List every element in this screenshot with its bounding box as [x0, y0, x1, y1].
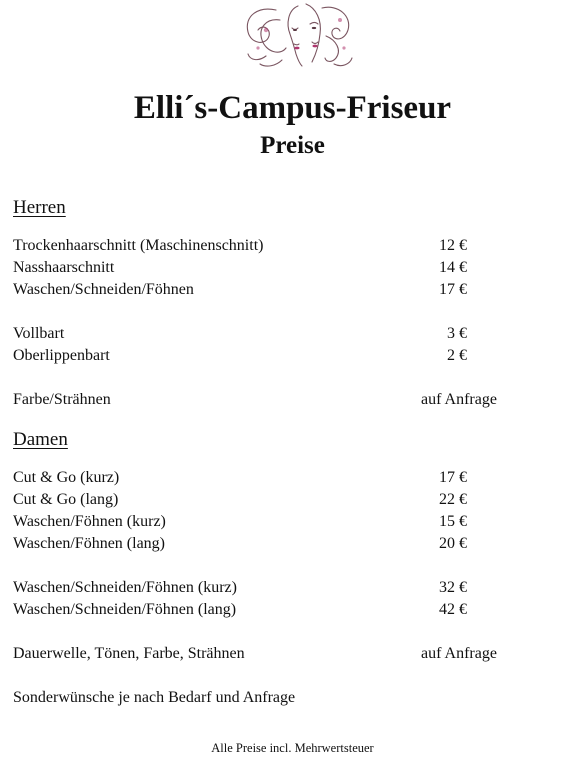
service-price: 2 €: [447, 347, 467, 364]
service-label: Nasshaarschnitt: [13, 259, 115, 276]
page-title: Elli´s-Campus-Friseur: [133, 90, 452, 126]
price-row: [13, 643, 573, 665]
service-price: 14 €: [439, 259, 467, 276]
service-label: Waschen/Schneiden/Föhnen: [13, 281, 194, 298]
price-row: [13, 345, 573, 367]
service-price: 20 €: [439, 535, 467, 552]
footer-vat-note: Alle Preise incl. Mehrwertsteuer: [211, 741, 374, 755]
price-row: [13, 489, 573, 511]
service-label: Waschen/Schneiden/Föhnen (lang): [13, 601, 237, 618]
service-label: Waschen/Föhnen (lang): [13, 535, 165, 552]
service-price: auf Anfrage: [421, 645, 497, 662]
service-price: 22 €: [439, 491, 467, 508]
service-label: Vollbart: [13, 325, 65, 342]
price-row: [13, 533, 573, 555]
service-label: Trockenhaarschnitt (Maschinenschnitt): [13, 237, 264, 254]
service-label: Waschen/Föhnen (kurz): [13, 513, 166, 530]
section-heading-herren: Herren: [13, 197, 66, 218]
service-price: 32 €: [439, 579, 467, 596]
price-row: [13, 511, 573, 533]
page-subtitle: Preise: [260, 132, 325, 159]
special-requests-note: Sonderwünsche je nach Bedarf und Anfrage: [13, 689, 296, 706]
service-label: Cut & Go (kurz): [13, 469, 120, 486]
service-price: 15 €: [439, 513, 467, 530]
price-row: [13, 323, 573, 345]
service-label: Oberlippenbart: [13, 347, 110, 364]
service-label: Farbe/Strähnen: [13, 391, 111, 408]
service-label: Dauerwelle, Tönen, Farbe, Strähnen: [13, 645, 245, 662]
price-row: [13, 279, 573, 301]
service-price: auf Anfrage: [421, 391, 497, 408]
price-row: [13, 577, 573, 599]
price-row: [13, 467, 573, 489]
two-faces-swirl-logo-icon: [236, 0, 358, 72]
service-price: 3 €: [447, 325, 467, 342]
service-price: 12 €: [439, 237, 467, 254]
price-row: [13, 257, 573, 279]
service-label: Waschen/Schneiden/Föhnen (kurz): [13, 579, 237, 596]
price-row: [13, 389, 573, 411]
service-label: Cut & Go (lang): [13, 491, 119, 508]
price-row: [13, 235, 573, 257]
section-heading-damen: Damen: [13, 429, 68, 450]
service-price: 17 €: [439, 281, 467, 298]
price-row: [13, 599, 573, 621]
service-price: 42 €: [439, 601, 467, 618]
service-price: 17 €: [439, 469, 467, 486]
